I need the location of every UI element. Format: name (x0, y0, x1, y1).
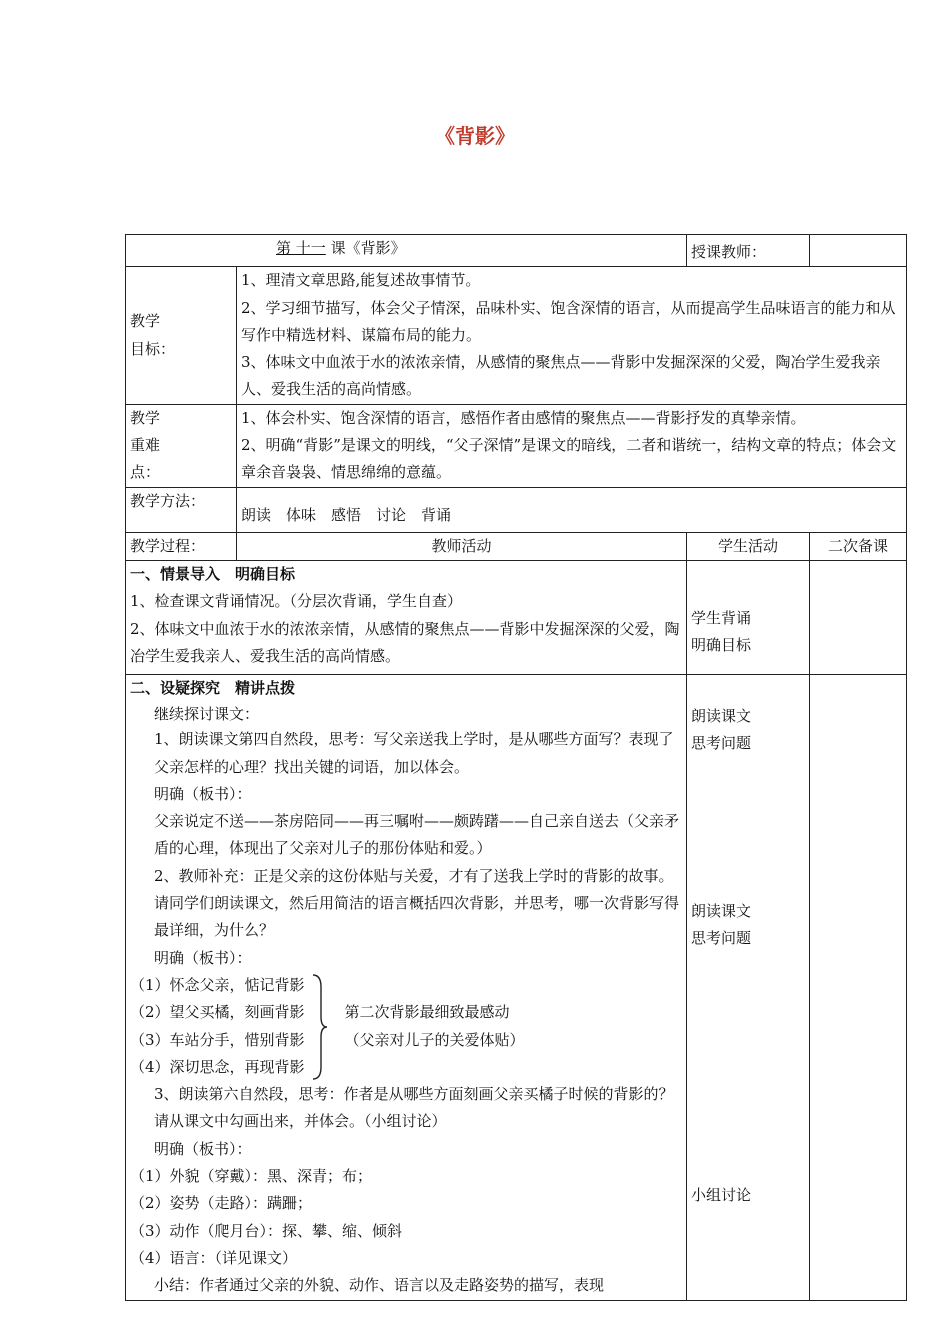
methods-content (237, 487, 907, 532)
methods-row (126, 487, 907, 532)
objectives-row (126, 267, 907, 404)
lesson-title-cell (126, 235, 687, 267)
section1-heading: 一、情景导入 明确目标 (130, 564, 296, 583)
process-label-cell (126, 532, 237, 560)
objectives-label-1: 教学 (130, 312, 161, 331)
keypoint-item: 2、明确“背影”是课文的明线，“父子深情”是课文的暗线，二者和谐统一，结构文章的特点；体会文章余音袅袅、情思绵绵的意蕴。 (241, 436, 897, 482)
keypoints-label-1: 教学 (130, 408, 161, 427)
section2-heading: 二、设疑探究 精讲点拨 (130, 678, 296, 697)
section1-second-prep (810, 560, 907, 674)
answer-1-label: 明确（板书）： (154, 784, 252, 803)
answer-3-item: （4）语言：（详见课文） (130, 1248, 298, 1267)
question-1: 1、朗读课文第四自然段，思考：写父亲送我上学时，是从哪些方面写？表现了父亲怎样的心理？找出关键的词语，加以体会。 (154, 730, 674, 776)
objectives-label-2: 目标： (130, 339, 176, 358)
answer-2-label: 明确（板书）： (154, 948, 252, 967)
section1-row (126, 560, 907, 674)
student-activity-header: 学生活动 (687, 532, 810, 560)
four-backs-diagram (130, 972, 682, 1081)
teacher-activity-header: 教师活动 (237, 532, 687, 560)
student-activity: 学生背诵 (691, 608, 752, 627)
objective-item: 1、理清文章思路,能复述故事情节。 (241, 271, 481, 290)
back-item: （1）怀念父亲，惦记背影 (130, 975, 305, 994)
process-header-row (126, 532, 907, 560)
brace-icon (309, 973, 329, 1081)
section2-row (126, 674, 907, 1300)
question-2: 2、教师补充：正是父亲的这份体贴与关爱，才有了送我上学时的背影的故事。请同学们朗读课文，然后用简洁的语言概括四次背影，并思考，哪一次背影写得最详细，为什么？ (154, 866, 680, 940)
keypoints-label-2: 重难 (130, 436, 161, 455)
student-activity: 思考问题 (691, 734, 752, 753)
methods-value: 朗读 体味 感悟 讨论 背诵 (241, 506, 452, 525)
student-activity: 小组讨论 (691, 1186, 752, 1205)
section1-line: 1、检查课文背诵情况。（分层次背诵，学生自查） (130, 592, 463, 611)
keypoint-item: 1、体会朴实、饱含深情的语言，感悟作者由感情的聚焦点——背影抒发的真挚亲情。 (241, 408, 806, 427)
answer-1: 父亲说定不送——茶房陪同——再三嘱咐——颇踌躇——自己亲自送去（父亲矛盾的心理，体现出了父亲对儿子的那份体贴和爱。） (154, 812, 680, 858)
student-activity: 朗读课文 (691, 901, 752, 920)
answer-3-label: 明确（板书）： (154, 1139, 252, 1158)
objectives-label-cell (126, 267, 237, 404)
teacher-name-cell (810, 235, 907, 267)
lesson-number: 第 十一 (276, 239, 326, 257)
section2-student (687, 674, 810, 1300)
student-activity: 明确目标 (691, 636, 752, 655)
header-row (126, 235, 907, 267)
four-backs-list (130, 972, 305, 1081)
back-item: （3）车站分手，惜别背影 (130, 1030, 305, 1049)
note-line: 第二次背影最细致最感动 (344, 1003, 510, 1022)
student-activity: 思考问题 (691, 928, 752, 947)
process-label: 教学过程： (130, 536, 206, 555)
teacher-label: 授课教师： (691, 243, 767, 261)
lesson-name: 课《背影》 (330, 239, 406, 257)
section1-student (687, 560, 810, 674)
section2-second-prep (810, 674, 907, 1300)
section1-teacher (126, 560, 687, 674)
second-prep-header: 二次备课 (810, 532, 907, 560)
keypoints-content (237, 404, 907, 487)
section2-teacher (126, 674, 687, 1300)
objective-item: 3、体味文中血浓于水的浓浓亲情，从感情的聚焦点——背影中发掘深深的父爱，陶冶学生爱我亲人、爱我生活的高尚情感。 (241, 353, 881, 399)
keypoints-label-cell (126, 404, 237, 487)
keypoints-label-3: 点： (130, 463, 161, 482)
student-activity: 朗读课文 (691, 706, 752, 725)
note-line: （父亲对儿子的关爱体贴） (344, 1030, 525, 1049)
methods-label: 教学方法： (130, 491, 206, 510)
summary: 小结：作者通过父亲的外貌、动作、语言以及走路姿势的描写，表现 (154, 1276, 605, 1295)
section2-intro: 继续探讨课文： (154, 705, 260, 724)
section1-line: 2、体味文中血浓于水的浓浓亲情，从感情的聚焦点——背影中发掘深深的父爱，陶冶学生爱我亲人、爱我生活的高尚情感。 (130, 619, 680, 665)
question-3: 3、朗读第六自然段，思考：作者是从哪些方面刻画父亲买橘子时候的背影的？请从课文中勾画出来，并体会。（小组讨论） (154, 1085, 674, 1131)
back-item: （2）望父买橘，刻画背影 (130, 1003, 305, 1022)
back-item: （4）深切思念，再现背影 (130, 1057, 305, 1076)
objectives-content (237, 267, 907, 404)
methods-label-cell (126, 487, 237, 532)
document-title: 《背影》 (435, 124, 515, 148)
answer-3-item: （3）动作（爬月台）：探、攀、缩、倾斜 (130, 1221, 403, 1240)
answer-3-item: （1）外貌（穿戴）：黑、深青；布； (130, 1167, 373, 1186)
teacher-label-cell (687, 235, 810, 267)
answer-3-item: （2）姿势（走路）：蹒跚； (130, 1194, 313, 1213)
four-backs-note (339, 999, 525, 1054)
objective-item: 2、学习细节描写，体会父子情深，品味朴实、饱含深情的语言，从而提高学生品味语言的能力和从写作中精选材料、谋篇布局的能力。 (241, 298, 896, 344)
keypoints-row (126, 404, 907, 487)
lesson-plan-table (125, 234, 907, 1301)
